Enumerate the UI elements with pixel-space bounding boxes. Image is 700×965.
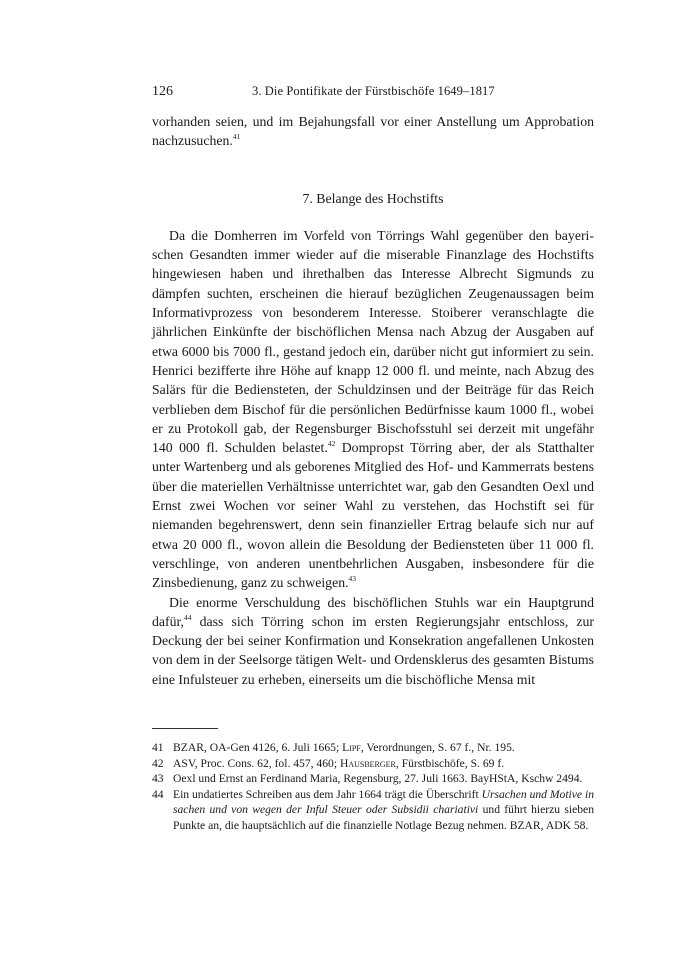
footnote-separator: [152, 728, 218, 729]
footnote-number: 43: [152, 772, 164, 786]
footnote-author: Lipf: [342, 741, 361, 755]
running-title: 3. Die Pontifikate der Fürstbischöfe 1649–1817: [252, 84, 495, 98]
continuation-text: vorhanden seien, und im Bejahungsfall vor einer Anstellung um Approbation nachzusuchen.: [152, 114, 594, 149]
footnote-number: 42: [152, 756, 164, 770]
section-heading: 7. Belange des Hochstifts: [302, 190, 444, 206]
paragraph-1: [152, 226, 594, 593]
footnote-text-part: , Verordnungen, S. 67 f., Nr. 195.: [360, 741, 515, 755]
footnote-ref-44: 44: [184, 612, 192, 622]
footnote-42: [152, 756, 594, 772]
footnote-41: [152, 740, 594, 756]
footnote-quoted-title: Ursachen und Motive in sachen und von wegen der Inful Steuer oder Subsidii chariativi: [173, 787, 594, 817]
footnote-text-part: und führt hierzu sieben Punkte an, die hauptsächlich auf die finanzielle Notlage Bezug nehmen. BZAR, ADK 58.: [173, 803, 594, 832]
footnote-ref-41: 41: [232, 132, 241, 142]
footnote-text-part: BZAR, OA-Gen 4126, 6. Juli 1665;: [173, 741, 343, 755]
body-text: [152, 112, 594, 689]
paragraph-2-text-a: Die enorme Verschuldung des bischöflichen Stuhls war ein Hauptgrund dafür,: [152, 594, 594, 629]
footnote-text-part: , Fürstbischöfe, S. 69 f.: [395, 756, 505, 770]
running-header: [152, 84, 594, 102]
paragraph-2: [152, 593, 594, 689]
footnote-text: [173, 740, 594, 756]
footnote-text-part: ASV, Proc. Cons. 62, fol. 457, 460;: [173, 756, 340, 770]
footnote-text: Oexl und Ernst an Ferdinand Maria, Regensburg, 27. Juli 1663. BayHStA, Kschw 2494.: [173, 772, 583, 786]
footnote-text-part: Ein undatiertes Schreiben aus dem Jahr 1664 trägt die Überschrift: [173, 787, 482, 801]
footnote-number: 41: [152, 741, 164, 755]
book-page: [152, 84, 594, 834]
footnote-number: 44: [152, 787, 164, 801]
footnotes: [152, 740, 594, 834]
paragraph-2-text-b: dass sich Törring schon im ersten Regierungsjahr entschloss, zur Deckung der bei seiner Konfirmation und Konsekration angefallenen Unkosten von dem in der Seelsorge tätigen Welt- und Ordensklerus des gesamten Bistums eine Infulsteuer zu erheben, einerseits um die bischöfliche Mensa mit: [152, 613, 594, 687]
paragraph-1-text-a: Da die Domherren im Vorfeld von Törrings Wahl gegenüber den bayerischen Gesandten immer wieder auf die miserable Finanzlage des Hochstifts hingewiesen haben und ihrethalben das Interesse Albrecht Sigmunds zu dämpfen suchten, erscheinen die hierauf bezüglichen Zeugenaussagen beim Informativprozess von besonderem Interesse. Stoiberer veranschlagte die jährlichen Einkünfte der bischöflichen Mensa nach Abzug der Ausgaben auf etwa 6000 bis 7000 fl., gestand jedoch ein, darüber nicht gut informiert zu sein. Henrici bezifferte ihre Höhe auf knapp 12 000 fl. und meinte, nach Abzug des Salärs für die Bediensteten, der Schuldzinsen und der Beiträge für das Reich verblieben dem Bischof für die persönlichen Bedürfnisse kaum 1000 fl., wobei er zu Protokoll gab, der Regensburger Bischofsstuhl sei derzeit mit ungefähr 140 000 fl. Schulden belastet.: [152, 227, 594, 456]
footnote-text: [173, 787, 594, 834]
footnote-text: [173, 756, 594, 772]
paragraph-1-text-b: Dompropst Törring aber, der als Statthalter unter Wartenberg und als geborenes Mitglied des Hof- und Kammerrats bestens über die materiellen Verhältnisse unterrichtet war, gab den Gesandten Oexl und Ernst zwei Wochen vor seiner Wahl zu verstehen, das Hochstift sei für niemanden begehrenswert, denn sein finanzieller Ertrag belaufe sich nur auf etwa 20 000 fl., wovon allein die Besoldung der Bediensteten über 11 000 fl. verschlinge, von anderen unentbehrlichen Ausgaben, insbesondere für die Zinsbedienung, ganz zu schweigen.: [152, 440, 594, 591]
continuation-paragraph: [152, 112, 594, 151]
footnote-ref-43: 43: [348, 574, 357, 584]
footnote-author: Hausberger: [339, 756, 396, 770]
footnote-43: [152, 771, 594, 787]
footnote-ref-42: 42: [327, 439, 336, 449]
footnote-44: [152, 787, 594, 834]
page-number: 126: [152, 84, 173, 99]
